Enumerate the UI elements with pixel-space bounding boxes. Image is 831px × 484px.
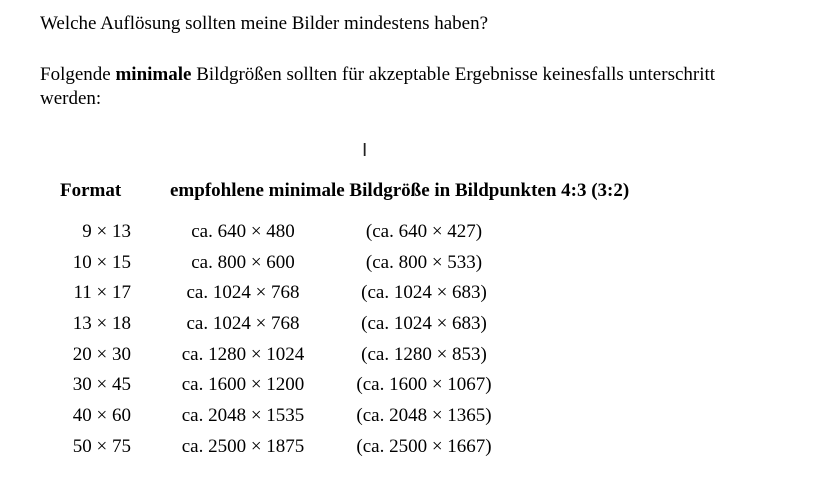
format-cell: 9 × 13: [82, 221, 131, 242]
format-cell: 13 × 18: [72, 313, 131, 335]
table-row: [0, 344, 831, 375]
question-heading: Welche Auflösung sollten meine Bilder mindestens haben?: [40, 13, 489, 34]
resolution-table: [0, 221, 831, 467]
resolution-4-3-cell: ca. 2048 × 1535: [181, 405, 305, 427]
format-cell: 50 × 75: [72, 435, 131, 457]
resolution-4-3-cell: ca. 1600 × 1200: [181, 374, 305, 396]
intro-suffix: Bildgrößen sollten für akzeptable Ergebnisse keinesfalls unterschritt: [191, 64, 716, 85]
format-cell: 30 × 45: [72, 374, 131, 396]
table-header-resolution: empfohlene minimale Bildgröße in Bildpunkten 4:3 (3:2): [170, 180, 630, 201]
resolution-3-2-cell: (ca. 1024 × 683): [361, 282, 487, 304]
resolution-3-2-cell: (ca. 1280 × 853): [361, 343, 487, 365]
table-row: [0, 374, 831, 405]
resolution-3-2-cell: (ca. 2048 × 1365): [356, 405, 492, 427]
intro-bold-word: minimale: [115, 64, 192, 85]
format-cell: 40 × 60: [72, 405, 131, 427]
resolution-4-3-cell: ca. 640 × 480: [191, 221, 295, 242]
resolution-3-2-cell: (ca. 640 × 427): [365, 221, 483, 242]
intro-prefix: Folgende: [40, 64, 116, 85]
resolution-3-2-cell: (ca. 2500 × 1667): [356, 435, 492, 457]
table-row: [0, 221, 831, 252]
intro-paragraph-line2: werden:: [40, 88, 102, 109]
format-cell: 20 × 30: [72, 343, 131, 365]
resolution-3-2-cell: (ca. 1024 × 683): [361, 313, 487, 335]
resolution-3-2-cell: (ca. 800 × 533): [365, 251, 483, 273]
resolution-4-3-cell: ca. 1024 × 768: [186, 282, 300, 304]
resolution-4-3-cell: ca. 1024 × 768: [186, 313, 300, 335]
table-row: [0, 252, 831, 283]
resolution-3-2-cell: (ca. 1600 × 1067): [356, 374, 492, 396]
table-row: [0, 405, 831, 436]
table-header-format: Format: [60, 180, 122, 201]
format-cell: 11 × 17: [73, 282, 131, 304]
table-row: [0, 436, 831, 467]
intro-paragraph-line1: [40, 64, 715, 86]
table-row: [0, 313, 831, 344]
resolution-4-3-cell: ca. 2500 × 1875: [181, 435, 305, 457]
resolution-4-3-cell: ca. 800 × 600: [191, 251, 295, 273]
resolution-4-3-cell: ca. 1280 × 1024: [181, 343, 305, 365]
format-cell: 10 × 15: [72, 251, 131, 273]
table-row: [0, 282, 831, 313]
text-cursor-icon: I: [362, 140, 368, 161]
